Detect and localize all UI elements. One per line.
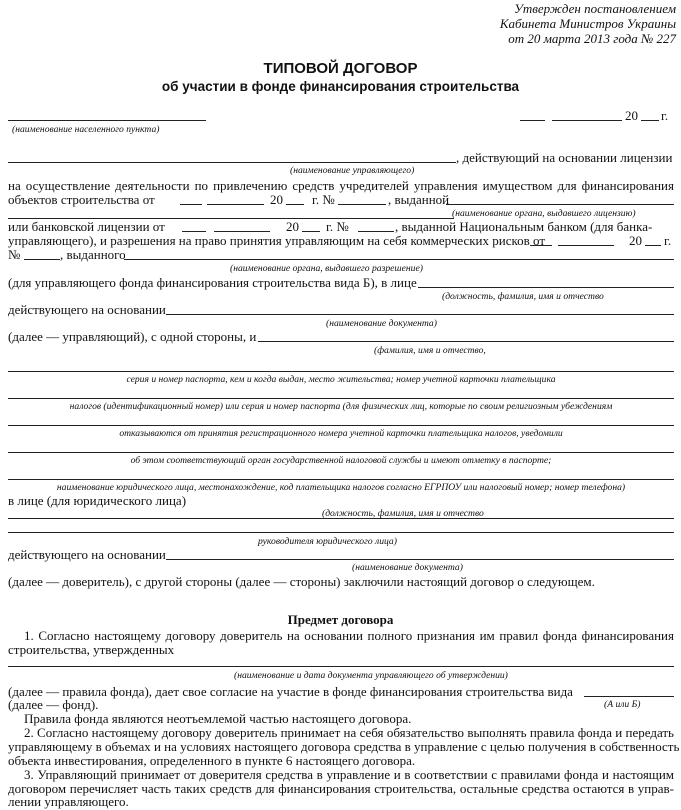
legal-entity-field — [8, 479, 674, 480]
text-bank-or: или банковской лицензии от — [8, 219, 165, 234]
text-acting-on-basis: действующего на основании — [8, 302, 166, 317]
passport-field-3 — [8, 425, 674, 426]
basis-document-field — [166, 314, 674, 315]
contract-title: ТИПОВОЙ ДОГОВОР — [263, 60, 418, 77]
permit-year-prefix: 20 — [629, 233, 642, 248]
representative-field — [418, 287, 674, 288]
bank-year-prefix: 20 — [286, 219, 299, 234]
text-activity-2: объектов строительства от — [8, 192, 155, 207]
text-acting-license: , действующий на основании лицензии — [456, 150, 673, 165]
clause-1-line-2: строительства, утвержденных — [8, 642, 175, 657]
clause-3-line-1: 3. Управляющий принимает от доверителя средства в управление и в соответствии с правилами фонда и настоящим — [24, 767, 674, 782]
hint-fio: (фамилия, имя и отчество, — [374, 345, 486, 356]
permit-year-suffix: г. — [664, 233, 672, 248]
license-issuer-field — [446, 204, 674, 205]
hint-fund-type: (А или Б) — [604, 699, 641, 710]
hint-legal-head: руководителя юридического лица) — [258, 536, 397, 547]
license-month-field — [207, 204, 264, 205]
bank-month-field — [214, 231, 270, 232]
hint-legal-position: (должность, фамилия, имя и отчество — [322, 508, 484, 519]
text-issued-nbu: , выданной Национальным банком (для банка- — [395, 219, 653, 234]
permit-year-field — [645, 245, 661, 246]
license-no-label: г. № — [312, 192, 335, 207]
permit-issuer-field — [124, 259, 674, 260]
hint-passport-2: налогов (идентификационный номер) или серия и номер паспорта (для физических лиц, которые по своим религиозным убеждениям — [69, 401, 613, 412]
text-issued: , выданной — [388, 192, 450, 207]
text-acting-on-basis-2: действующего на основании — [8, 547, 166, 562]
text-for-manager-fund: (для управляющего фонда финансирования строительства вида Б), в лице — [8, 275, 417, 290]
clause-1-line-4: (далее — фонд). — [8, 697, 99, 712]
hint-rules-doc: (наименование и дата документа управляющего об утверждении) — [234, 670, 508, 681]
passport-field-1 — [8, 371, 674, 372]
text-hereinafter-trustor: (далее — доверитель), с другой стороны (далее — стороны) заключили настоящий договор о следующем. — [8, 574, 595, 589]
hint-locality: (наименование населенного пункта) — [12, 124, 160, 135]
passport-field-2 — [8, 398, 674, 399]
license-number-field — [338, 204, 386, 205]
basis-document-field-2 — [166, 559, 674, 560]
permit-no-label: № — [8, 247, 21, 262]
clause-3-line-2: договором перечисляет часть таких средств для финансирования строительства, остальные средства остаются в управ- — [8, 781, 674, 796]
license-year-field — [286, 204, 304, 205]
hint-issuer-permit: (наименование органа, выдавшего разрешение) — [230, 263, 423, 274]
hint-position-name: (должность, фамилия, имя и отчество — [442, 291, 604, 302]
contract-subtitle: об участии в фонде финансирования строительства — [161, 79, 520, 94]
permit-day-field — [530, 245, 552, 246]
date-year-suffix: г. — [661, 108, 669, 123]
passport-field-4 — [8, 452, 674, 453]
permit-month-field — [558, 245, 614, 246]
text-manager-permission: управляющего), и разрешения на право принятия управляющим на себя коммерческих рисков от — [8, 233, 546, 248]
hint-legal-entity: наименование юридического лица, местонахождение, код плательщика налогов согласно ЕГРПОУ или налоговый номер; номер телефона) — [56, 482, 626, 493]
year-field — [641, 120, 659, 121]
clause-1-line-3: (далее — правила фонда), дает свое согласие на участие в фонде финансирования строительства вида — [8, 684, 573, 699]
bank-number-field — [358, 231, 394, 232]
hint-issuer-license: (наименование органа, выдавшего лицензию) — [452, 208, 636, 219]
legal-head-field — [8, 532, 674, 533]
clause-2-line-1: 2. Согласно настоящему договору доверитель принимает на себя обязательство выполнять правила фонда и передать — [24, 725, 674, 740]
clause-1-line-1: 1. Согласно настоящему договору доверитель на основании полного признания им правил фонда финансирования — [24, 628, 674, 643]
bank-no-label: г. № — [326, 219, 349, 234]
text-hereinafter-manager: (далее — управляющий), с одной стороны, и — [8, 329, 257, 344]
permit-number-field — [24, 259, 60, 260]
section-heading-subject: Предмет договора — [287, 612, 394, 627]
bank-year-field — [302, 231, 320, 232]
date-year-prefix: 20 — [625, 108, 638, 123]
hint-passport-4: об этом соответствующий орган государственной налоговой службы и имеют отметку в паспорте; — [130, 455, 552, 466]
fund-type-field — [584, 696, 674, 697]
license-year-prefix: 20 — [270, 192, 283, 207]
hint-passport-3: отказываются от принятия регистрационного номера учетной карточки плательщика налогов, уведомили — [119, 428, 563, 439]
locality-field — [8, 120, 206, 121]
bank-day-field — [182, 231, 206, 232]
clause-3-line-3: лении управляющего. — [8, 794, 129, 809]
approval-line-3: от 20 марта 2013 года № 227 — [508, 31, 676, 46]
manager-name-field — [8, 162, 456, 163]
clause-2-line-3: объекта инвестирования, определенного в пункте 6 настоящего договора. — [8, 753, 416, 768]
text-activity-1: на осуществление деятельности по привлечению средств учредителей управления имуществом для финансирования — [8, 178, 674, 193]
hint-passport-1: серия и номер паспорта, кем и когда выдан, место жительства; номер учетной карточки плательщика — [126, 374, 556, 385]
text-issued-short: , выданного — [60, 247, 126, 262]
clause-1-line-5: Правила фонда являются неотъемлемой частью настоящего договора. — [24, 711, 412, 726]
hint-manager: (наименование управляющего) — [290, 165, 415, 176]
text-legal-person: в лице (для юридического лица) — [8, 493, 187, 508]
clause-2-line-2: управляющему в объемах и на условиях настоящего договора средства в управление с целью получения в собственность — [8, 739, 680, 754]
license-day-field — [180, 204, 202, 205]
approval-line-1: Утвержден постановлением — [514, 1, 676, 16]
hint-document: (наименование документа) — [326, 318, 437, 329]
rules-document-field — [8, 666, 674, 667]
approval-line-2: Кабинета Министров Украины — [499, 16, 676, 31]
hint-document-2: (наименование документа) — [352, 562, 463, 573]
month-field — [552, 120, 622, 121]
day-field — [520, 120, 545, 121]
trustor-name-field — [258, 341, 674, 342]
